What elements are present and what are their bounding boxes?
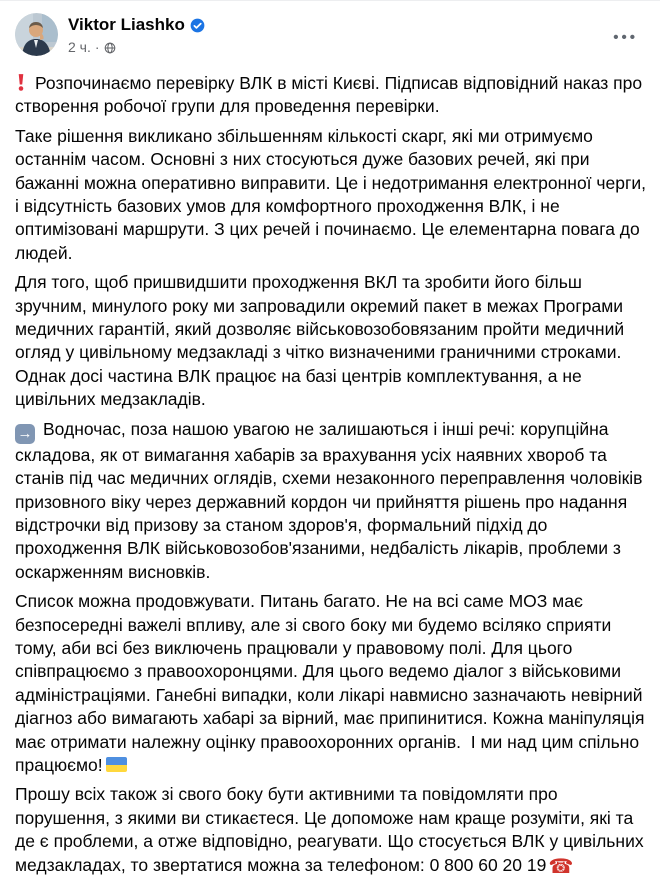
red-exclamation-emoji xyxy=(15,73,27,91)
more-options-button[interactable]: ••• xyxy=(613,29,638,46)
ukraine-flag-emoji xyxy=(106,757,127,772)
paragraph-text: Прошу всіх також зі свого боку бути активними та повідомляти про порушення, з якими ви стикаєтеся. Це допоможе нам краще розуміти, які та де є проблеми, а отже відповідно, реагувати. Що стосується ВЛК у цивільних медзакладах, то звертатися можна за телефоном: 0 800 60 20 19 xyxy=(15,784,644,875)
post-paragraph xyxy=(15,271,646,411)
paragraph-text: Розпочинаємо перевірку ВЛК в місті Києві. Підписав відповідний наказ про створення робочої групи для проведення перевірки. xyxy=(15,73,643,117)
paragraph-text: Таке рішення викликано збільшенням кількості скарг, які ми отримуємо останнім часом. Основні з них стосуються дуже базових речей, які при бажанні можна оперативно виправити. Це і недотримання електронної черги, і відсутність базових умов для комфортного проходження ВЛК, і не оптимізовані маршрути. З цих речей і починаємо. Це елементарна повага до людей. xyxy=(15,125,647,263)
post-paragraph xyxy=(15,125,646,265)
post-text xyxy=(0,56,660,877)
avatar-photo xyxy=(15,13,58,56)
avatar[interactable] xyxy=(15,13,58,56)
post-header-meta xyxy=(68,13,607,55)
post-paragraph xyxy=(15,72,646,119)
right-arrow-emoji: → xyxy=(15,424,35,444)
post-paragraph xyxy=(15,418,646,584)
paragraph-text: Водночас, поза нашою увагою не залишаються і інші речі: корупційна складова, як от вимагання хабарів за врахування усіх наявних хвороб та станів під час медичних оглядів, схеми незаконного переправлення чоловіків призовного віку через державний кордон чи прийняття рішень про надання відстрочки від призову за станом здоров'я, формальний підхід до проходження ВЛК військовозобов'язаними, недбалість лікарів, проблеми з оскарженням висновків. xyxy=(15,418,643,582)
paragraph-text: Для того, щоб пришвидшити проходження ВКЛ та зробити його більш зручним, минулого року ми запровадили окремий пакет в межах Програми медичних гарантій, який дозволяє військовозобовязаним пройти медичний огляд у цивільному медзакладі з чітко визначеними граничними строками. Однак досі частина ВЛК працює на базі центрів комплектування, а не цивільних медзакладів. xyxy=(15,272,625,410)
post-paragraph xyxy=(15,783,646,877)
globe-icon xyxy=(104,42,116,54)
facebook-post-card xyxy=(0,1,660,877)
post-header xyxy=(0,1,660,56)
author-name[interactable]: Viktor Liashko xyxy=(68,15,185,34)
red-telephone-emoji: ☎ xyxy=(548,853,574,878)
post-meta-row xyxy=(68,39,607,55)
verified-badge-icon xyxy=(190,18,205,33)
post-paragraph xyxy=(15,590,646,777)
meta-separator: · xyxy=(94,39,100,55)
timestamp[interactable]: 2 ч. xyxy=(68,39,91,55)
paragraph-text: Список можна продовжувати. Питань багато. Не на всі саме МОЗ має безпосередні важелі впливу, але зі свого боку ми будемо всіляко сприяти тому, аби всі без виключень працювали у правовому полі. Для цього співпрацюємо з правоохоронцями. Для цього ведемо діалог з військовими адміністраціями. Ганебні випадки, коли лікарі навмисно зазначають невірний діагноз або вимагають хабарі за вірний, має припинитися. Кожна маніпуляція має отримати належну оцінку правоохоронних органів. І ми над цим спільно працюємо! xyxy=(15,591,645,775)
